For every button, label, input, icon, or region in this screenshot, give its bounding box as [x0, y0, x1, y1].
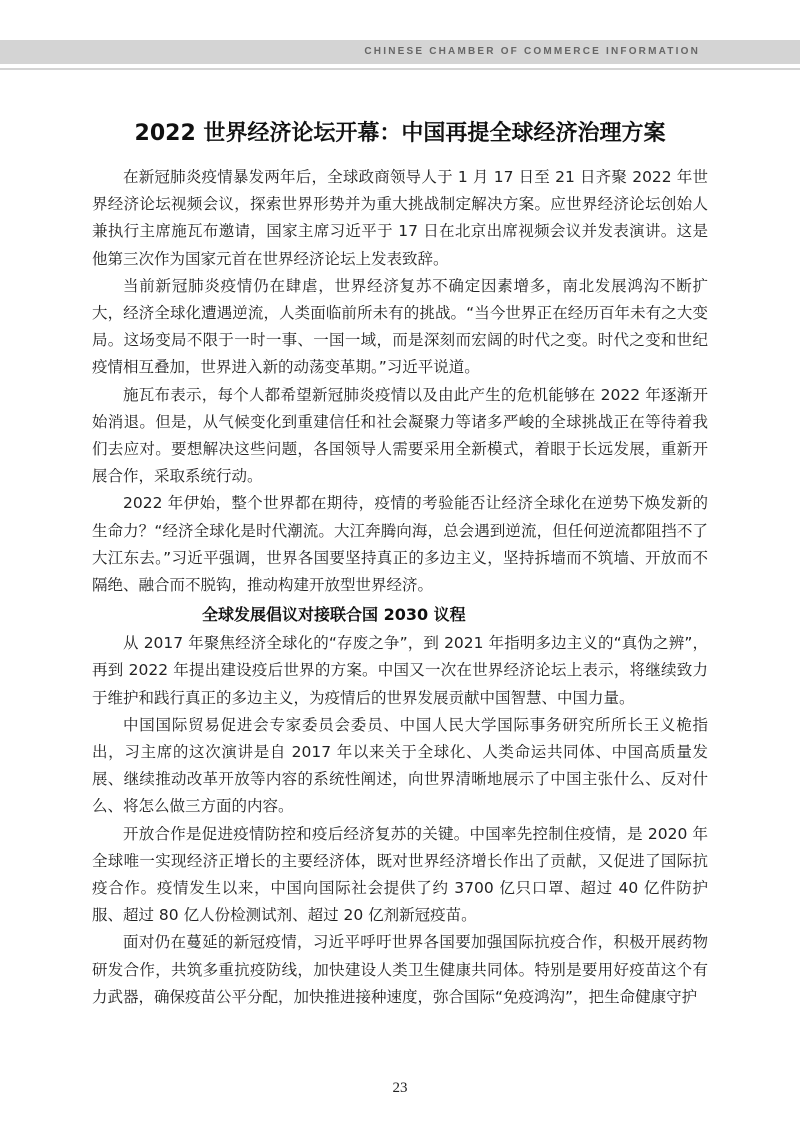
paragraph: 在新冠肺炎疫情暴发两年后，全球政商领导人于 1 月 17 日至 21 日齐聚 2022 年世界经济论坛视频会议，探索世界形势并为重大挑战制定解决方案。应世界经济论坛创始人兼执行主席施瓦布邀请，国家主席习近平于 17 日在北京出席视频会议并发表演讲。这是他第三次作为国家元首在世界经济论坛上发表致辞。 [92, 168, 708, 268]
header-divider [0, 68, 800, 70]
paragraph: 从 2017 年聚焦经济全球化的“存废之争”，到 2021 年指明多边主义的“真伪之辨”，再到 2022 年提出建设疫后世界的方案。中国又一次在世界经济论坛上表示，将继续致力于维护和践行真正的多边主义，为疫情后的世界发展贡献中国智慧、中国力量。 [92, 634, 708, 707]
page-number: 23 [392, 1080, 408, 1096]
article-title: 2022 世界经济论坛开幕：中国再提全球经济治理方案 [134, 121, 666, 146]
header-publication-name: CHINESE CHAMBER OF COMMERCE INFORMATION [364, 46, 700, 57]
paragraph: 施瓦布表示，每个人都希望新冠肺炎疫情以及由此产生的危机能够在 2022 年逐渐开始消退。但是，从气候变化到重建信任和社会凝聚力等诸多严峻的全球挑战正在等待着我们去应对。要想解决这些问题，各国领导人需要采用全新模式，着眼于长远发展，重新开展合作，采取系统行动。 [92, 385, 708, 486]
paragraph: 面对仍在蔓延的新冠疫情，习近平呼吁世界各国要加强国际抗疫合作，积极开展药物研发合作，共筑多重抗疫防线，加快建设人类卫生健康共同体。特别是要用好疫苗这个有力武器，确保疫苗公平分配，加快推进接种速度，弥合国际“免疫鸿沟”，把生命健康守护 [92, 933, 708, 1006]
article [92, 118, 708, 1011]
paragraph: 中国国际贸易促进会专家委员会委员、中国人民大学国际事务研究所所长王义桅指出，习主席的这次演讲是自 2017 年以来关于全球化、人类命运共同体、中国高质量发展、继续推动改革开放等内容的系统性阐述，向世界清晰地展示了中国主张什么、反对什么、将怎么做三方面的内容。 [92, 715, 708, 816]
paragraph: 开放合作是促进疫情防控和疫后经济复苏的关键。中国率先控制住疫情，是 2020 年全球唯一实现经济正增长的主要经济体，既对世界经济增长作出了贡献，又促进了国际抗疫合作。疫情发生以来，中国向国际社会提供了约 3700 亿只口罩、超过 40 亿件防护服、超过 80 亿人份检测试剂、超过 20 亿剂新冠疫苗。 [92, 824, 708, 925]
paragraph: 当前新冠肺炎疫情仍在肆虐，世界经济复苏不确定因素增多，南北发展鸿沟不断扩大，经济全球化遭遇逆流，人类面临前所未有的挑战。“当今世界正在经历百年未有之大变局。这场变局不限于一时一事、一国一域，而是深刻而宏阔的时代之变。时代之变和世纪疫情相互叠加，世界进入新的动荡变革期。”习近平说道。 [92, 276, 708, 377]
paragraph: 2022 年伊始，整个世界都在期待，疫情的考验能否让经济全球化在逆势下焕发新的生命力？“经济全球化是时代潮流。大江奔腾向海，总会遇到逆流，但任何逆流都阻挡不了大江东去。”习近平强调，世界各国要坚持真正的多边主义，坚持拆墙而不筑墙、开放而不隔绝、融合而不脱钩，推动构建开放型世界经济。 [92, 494, 708, 595]
section-subheading: 全球发展倡议对接联合国 2030 议程 [202, 605, 466, 625]
